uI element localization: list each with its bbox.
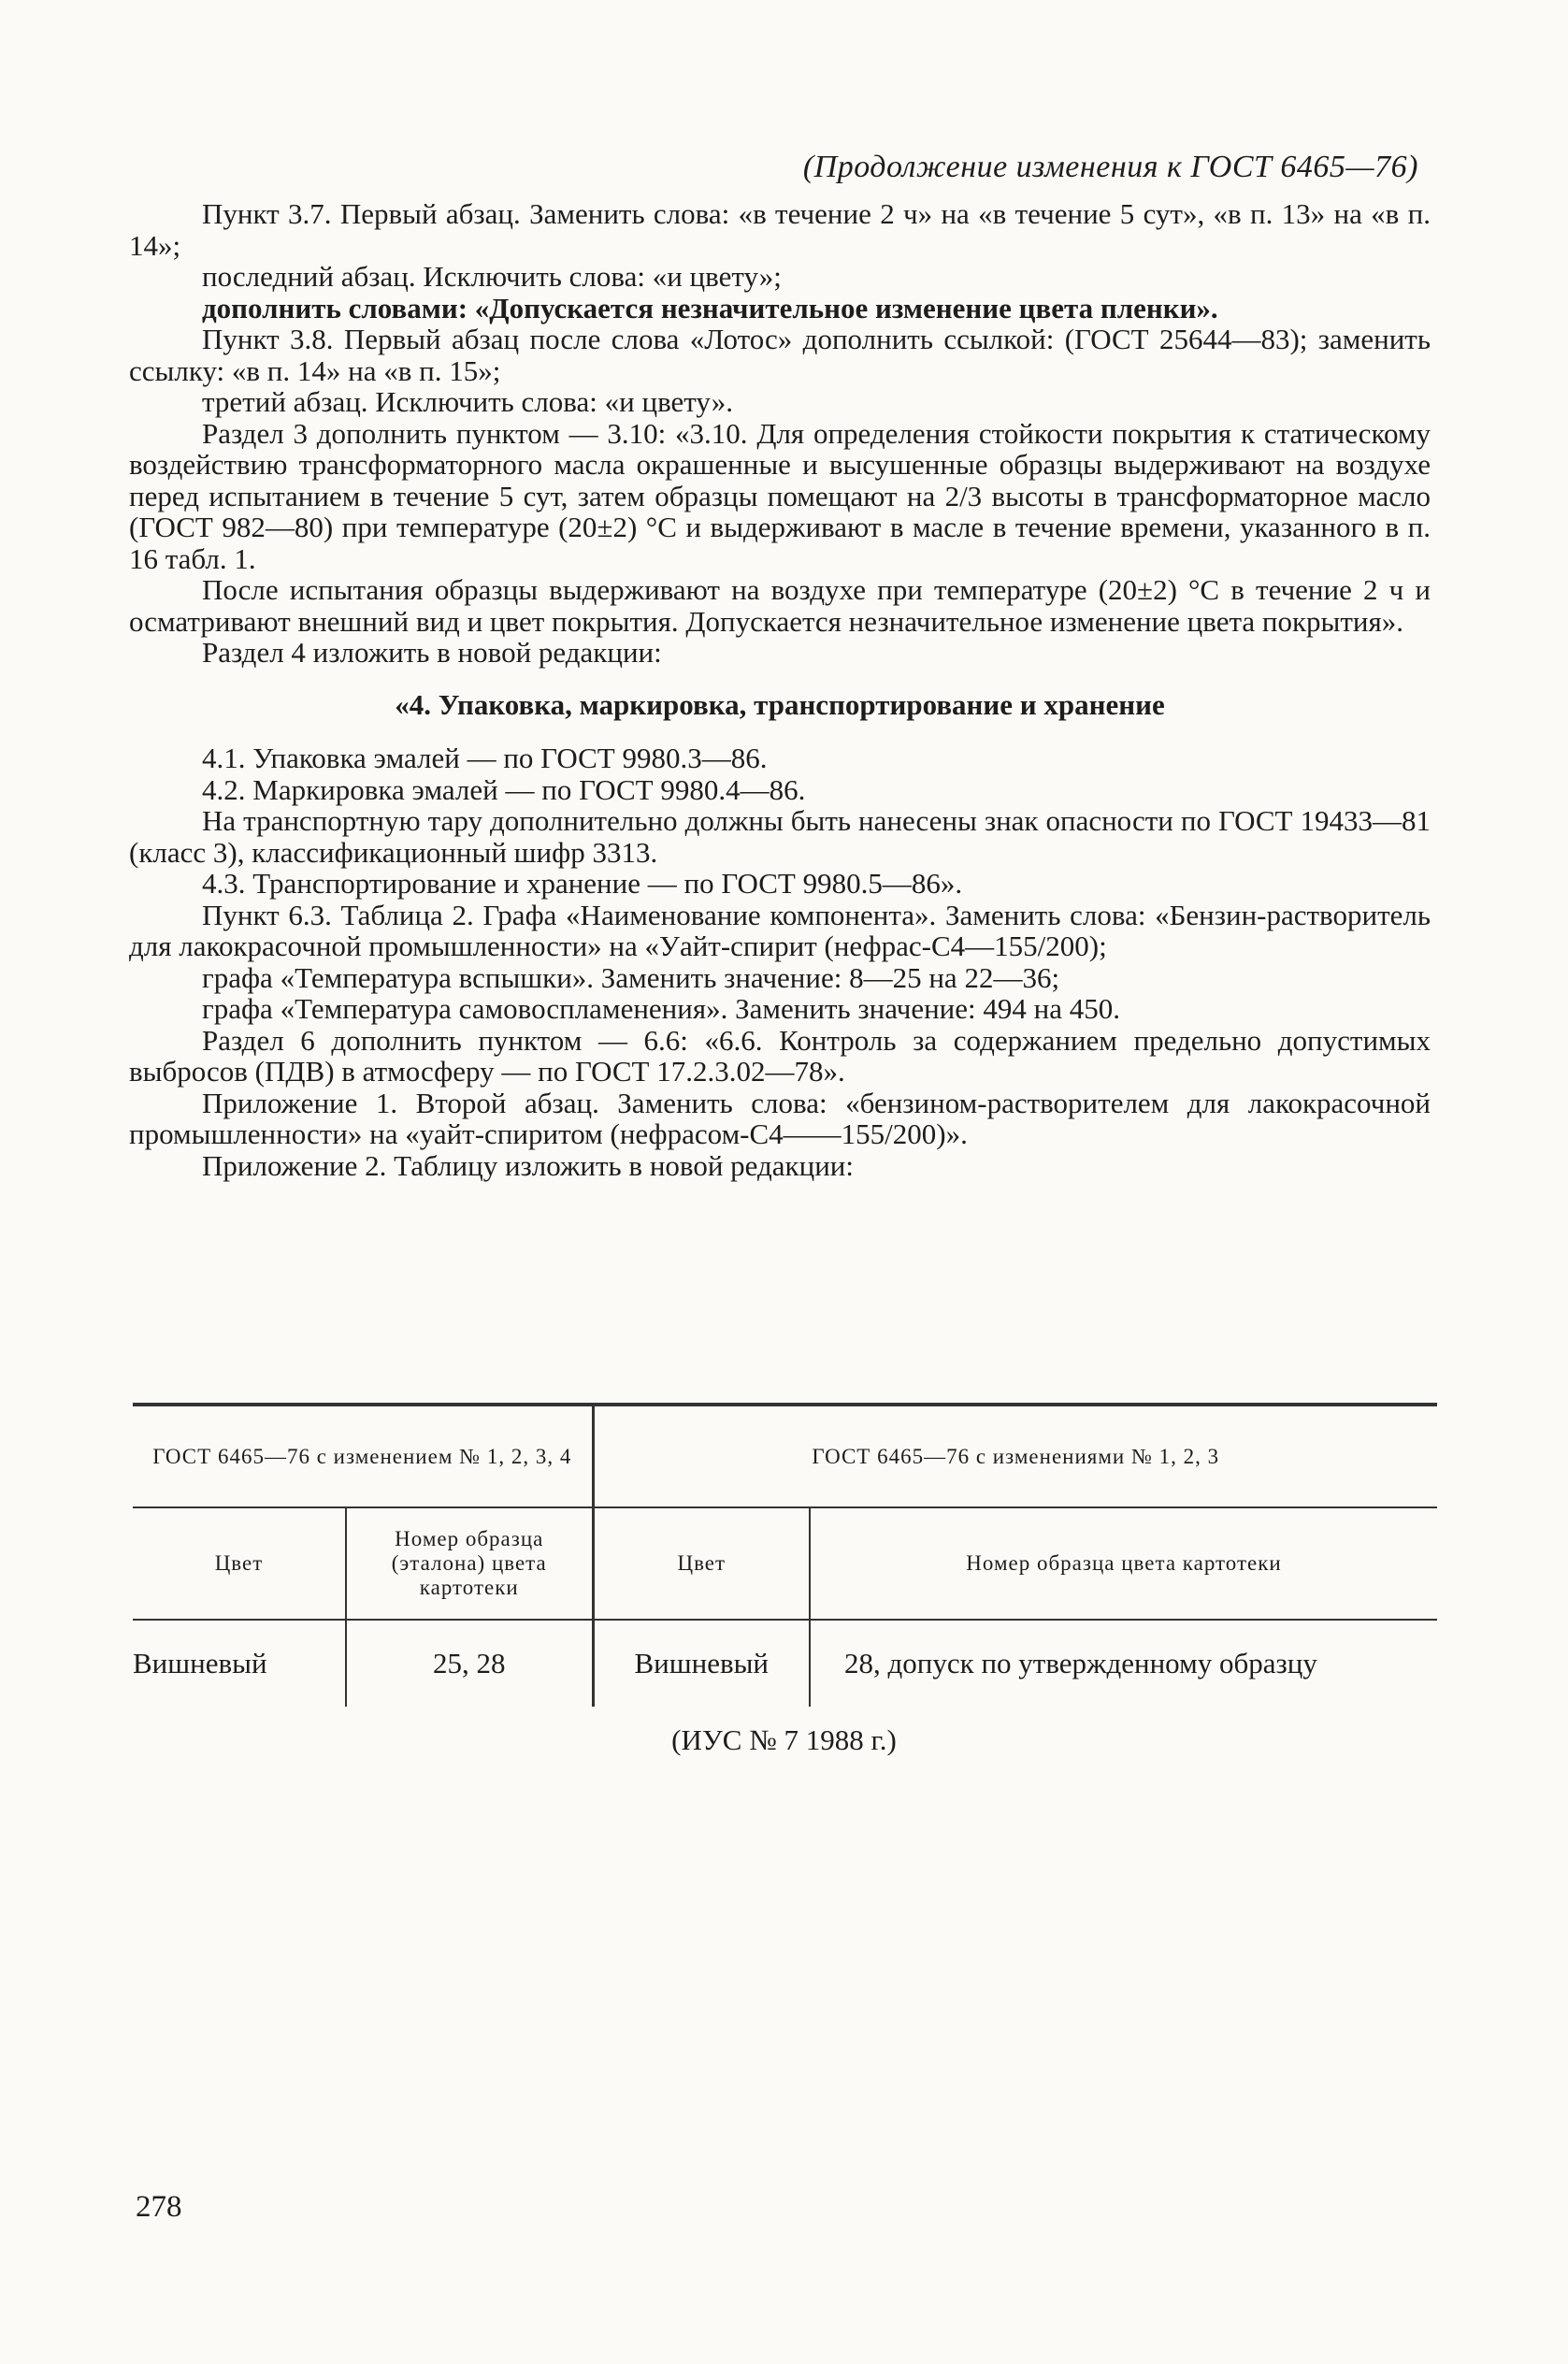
paragraph: третий абзац. Исключить слова: «и цвету». <box>202 385 733 418</box>
section-title: «4. Упаковка, маркировка, транспортирование и хранение <box>395 687 1165 721</box>
paragraph: Приложение 2. Таблицу изложить в новой редакции: <box>202 1148 855 1182</box>
table-group-header-left: ГОСТ 6465—76 с изменением № 1, 2, 3, 4 <box>133 1405 593 1507</box>
cell-color-left: Вишневый <box>133 1647 267 1679</box>
paragraph: Раздел 3 дополнить пунктом — 3.10: «3.10. Для определения стойкости покрытия к статическому воздействию трансформаторного масла окрашенные и высушенные образцы выдерживают на воздухе перед испытанием в течение 5 сут, затем образцы помещают на 2/3 высоты в трансформаторное масло (ГОСТ 982—80) при температуре (20±2) °С и выдерживают в масле в течение времени, указанного в п. 16 табл. 1. <box>129 416 1431 575</box>
paragraph: Пункт 3.8. Первый абзац после слова «Лотос» дополнить ссылкой: (ГОСТ 25644—83); заменить ссылку: «в п. 14» на «в п. 15»; <box>129 323 1431 387</box>
paragraph: дополнить словами: «Допускается незначительное изменение цвета пленки». <box>202 291 1218 324</box>
table-group-header-right: ГОСТ 6465—76 с изменениями № 1, 2, 3 <box>593 1405 1437 1507</box>
paragraph: 4.1. Упаковка эмалей — по ГОСТ 9980.3—86. <box>202 742 768 774</box>
cell-color-right: Вишневый <box>593 1620 810 1707</box>
column-header-color-left: Цвет <box>133 1507 346 1620</box>
column-header-number-left: Номер образца (эталона) цвета картотеки <box>346 1507 593 1620</box>
table-row <box>133 1620 1437 1707</box>
paragraph: графа «Температура вспышки». Заменить значение: 8—25 на 22—36; <box>202 960 1060 994</box>
paragraph: 4.3. Транспортирование и хранение — по ГОСТ 9980.5—86». <box>202 867 963 900</box>
running-head: (Продолжение изменения к ГОСТ 6465—76) <box>802 150 1418 184</box>
paragraph: На транспортную тару дополнительно должны быть нанесены знак опасности по ГОСТ 19433—81 (класс 3), классификационный шифр 3313. <box>129 804 1431 869</box>
paragraph: графа «Температура самовоспламенения». Заменить значение: 494 на 450. <box>202 992 1120 1025</box>
paragraph: Пункт 6.3. Таблица 2. Графа «Наименование компонента». Заменить слова: «Бензин-растворитель для лакокрасочной промышленности» на «Уайт-спирит (нефрас-С4—155/200); <box>129 898 1431 962</box>
page-number: 278 <box>136 2190 182 2224</box>
paragraph: После испытания образцы выдерживают на воздухе при температуре (20±2) °С в течение 2 ч и осматривают внешний вид и цвет покрытия. Допускается незначительное изменение цвета покрытия». <box>129 573 1431 638</box>
paragraph: Приложение 1. Второй абзац. Заменить слова: «бензином-растворителем для лакокрасочной промышленности» на «уайт-спиритом (нефрасом-С4——155/200)». <box>129 1086 1431 1150</box>
source-note: (ИУС № 7 1988 г.) <box>671 1723 897 1756</box>
color-table-wrap <box>133 1403 1437 1707</box>
paragraph: 4.2. Маркировка эмалей — по ГОСТ 9980.4—86. <box>202 772 806 806</box>
paragraph: Пункт 3.7. Первый абзац. Заменить слова: «в течение 2 ч» на «в течение 5 сут», «в п. 13» на «в п. 14»; <box>129 197 1431 262</box>
table-header-row <box>133 1405 1437 1507</box>
cell-number-right: 28, допуск по утвержденному образцу <box>810 1620 1437 1707</box>
paragraph: Раздел 6 дополнить пунктом — 6.6: «6.6. Контроль за содержанием предельно допустимых выбросов (ПДВ) в атмосферу — по ГОСТ 17.2.3.02—78». <box>129 1023 1431 1088</box>
cell-number-left: 25, 28 <box>346 1620 593 1707</box>
body-text <box>129 198 1431 1181</box>
paragraph: Раздел 4 изложить в новой редакции: <box>202 636 662 669</box>
table-subheader-row <box>133 1507 1437 1620</box>
column-header-color-right: Цвет <box>593 1507 810 1620</box>
paragraph: последний абзац. Исключить слова: «и цвету»; <box>202 260 782 293</box>
column-header-number-right: Номер образца цвета картотеки <box>810 1507 1437 1620</box>
color-table <box>133 1403 1437 1707</box>
